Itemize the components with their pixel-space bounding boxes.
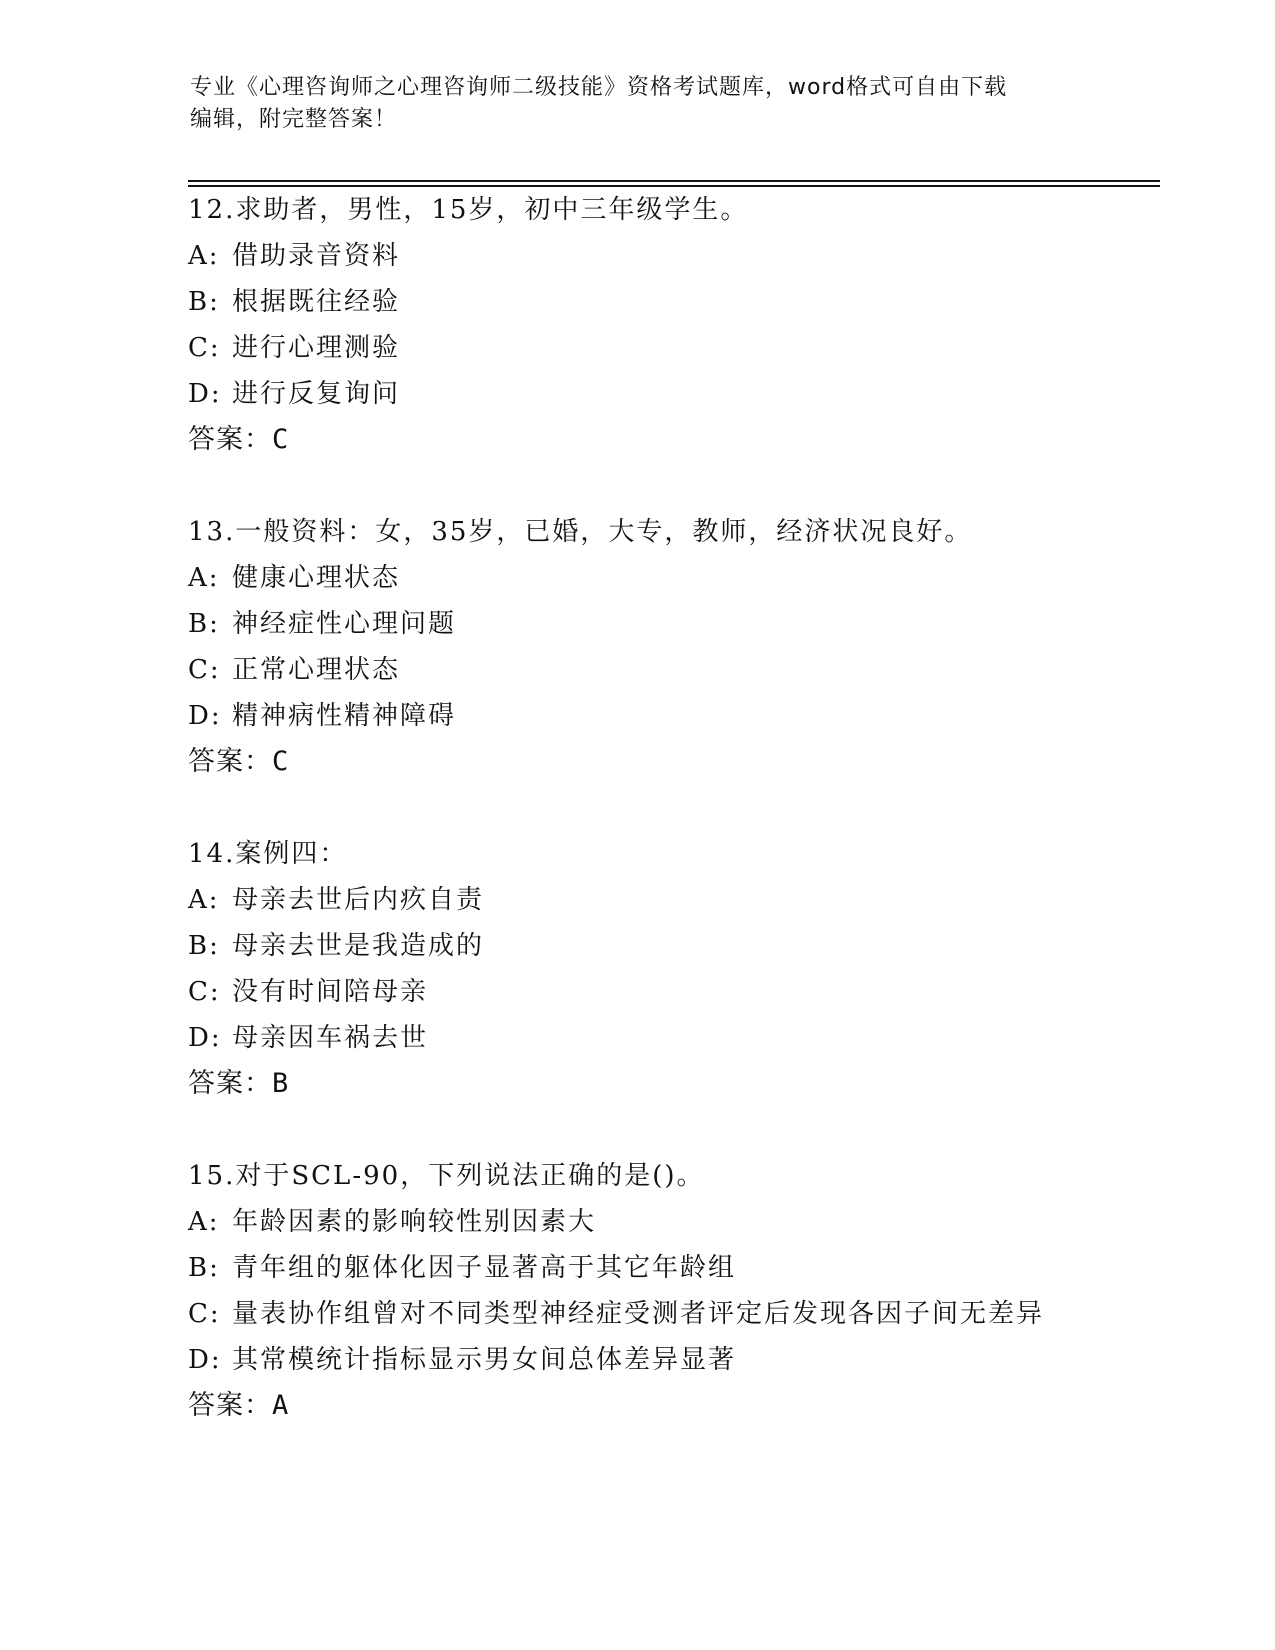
option-letter: D: [188,1345,222,1375]
answer-label: 答案： [188,424,272,455]
option-letter: B: [188,609,220,639]
document-header [190,72,1090,136]
option-letter: A: [188,563,220,593]
option-a [188,233,1188,279]
question-15 [188,1153,1188,1429]
answer-line [188,417,1188,463]
option-a [188,555,1188,601]
option-text: 根据既往经验 [232,287,401,317]
option-letter: C: [188,1299,221,1329]
answer-value: B [272,1068,290,1099]
option-text: 母亲去世后内疚自责 [232,885,485,915]
header-line-1: 专业《心理咨询师之心理咨询师二级技能》资格考试题库，word格式可自由下载 [190,75,1008,100]
option-text: 母亲去世是我造成的 [232,931,485,961]
option-letter: A: [188,1207,220,1237]
option-letter: B: [188,287,220,317]
question-stem: 14.案例四： [188,839,348,869]
option-text: 青年组的躯体化因子显著高于其它年龄组 [232,1253,737,1283]
answer-line [188,1061,1188,1107]
option-letter: C: [188,333,221,363]
option-a [188,1199,1188,1245]
option-text: 没有时间陪母亲 [232,977,429,1007]
option-text: 健康心理状态 [232,563,401,593]
option-a [188,877,1188,923]
answer-value: C [272,424,290,455]
option-text: 母亲因车祸去世 [232,1023,429,1053]
header-divider-top [188,180,1160,182]
option-c [188,647,1188,693]
option-d [188,693,1188,739]
option-text: 正常心理状态 [232,655,401,685]
option-b [188,601,1188,647]
option-d [188,371,1188,417]
option-b [188,923,1188,969]
option-text: 进行心理测验 [232,333,401,363]
option-letter: A: [188,241,220,271]
option-letter: D: [188,1023,222,1053]
option-c [188,1291,1188,1337]
question-stem: 15.对于SCL-90，下列说法正确的是()。 [188,1161,705,1191]
option-letter: D: [188,379,222,409]
answer-value: A [272,1390,290,1421]
header-line-2: 编辑，附完整答案！ [190,107,398,132]
option-text: 其常模统计指标显示男女间总体差异显著 [232,1345,737,1375]
option-text: 借助录音资料 [232,241,401,271]
question-13 [188,509,1188,785]
option-letter: D: [188,701,222,731]
answer-label: 答案： [188,746,272,777]
question-14 [188,831,1188,1107]
option-letter: B: [188,931,220,961]
option-c [188,325,1188,371]
answer-line [188,1383,1188,1429]
option-b [188,1245,1188,1291]
option-text: 量表协作组曾对不同类型神经症受测者评定后发现各因子间无差异 [232,1299,1045,1329]
option-letter: C: [188,977,221,1007]
option-text: 神经症性心理问题 [232,609,457,639]
answer-value: C [272,746,290,777]
question-stem: 13.一般资料：女，35岁，已婚，大专，教师，经济状况良好。 [188,517,973,547]
option-d [188,1015,1188,1061]
option-letter: C: [188,655,221,685]
answer-label: 答案： [188,1068,272,1099]
option-letter: B: [188,1253,220,1283]
answer-line [188,739,1188,785]
question-12 [188,187,1188,463]
question-stem: 12.求助者，男性，15岁，初中三年级学生。 [188,195,749,225]
option-b [188,279,1188,325]
option-c [188,969,1188,1015]
answer-label: 答案： [188,1390,272,1421]
option-letter: A: [188,885,220,915]
option-text: 精神病性精神障碍 [232,701,457,731]
option-d [188,1337,1188,1383]
option-text: 进行反复询问 [232,379,401,409]
option-text: 年龄因素的影响较性别因素大 [232,1207,597,1237]
